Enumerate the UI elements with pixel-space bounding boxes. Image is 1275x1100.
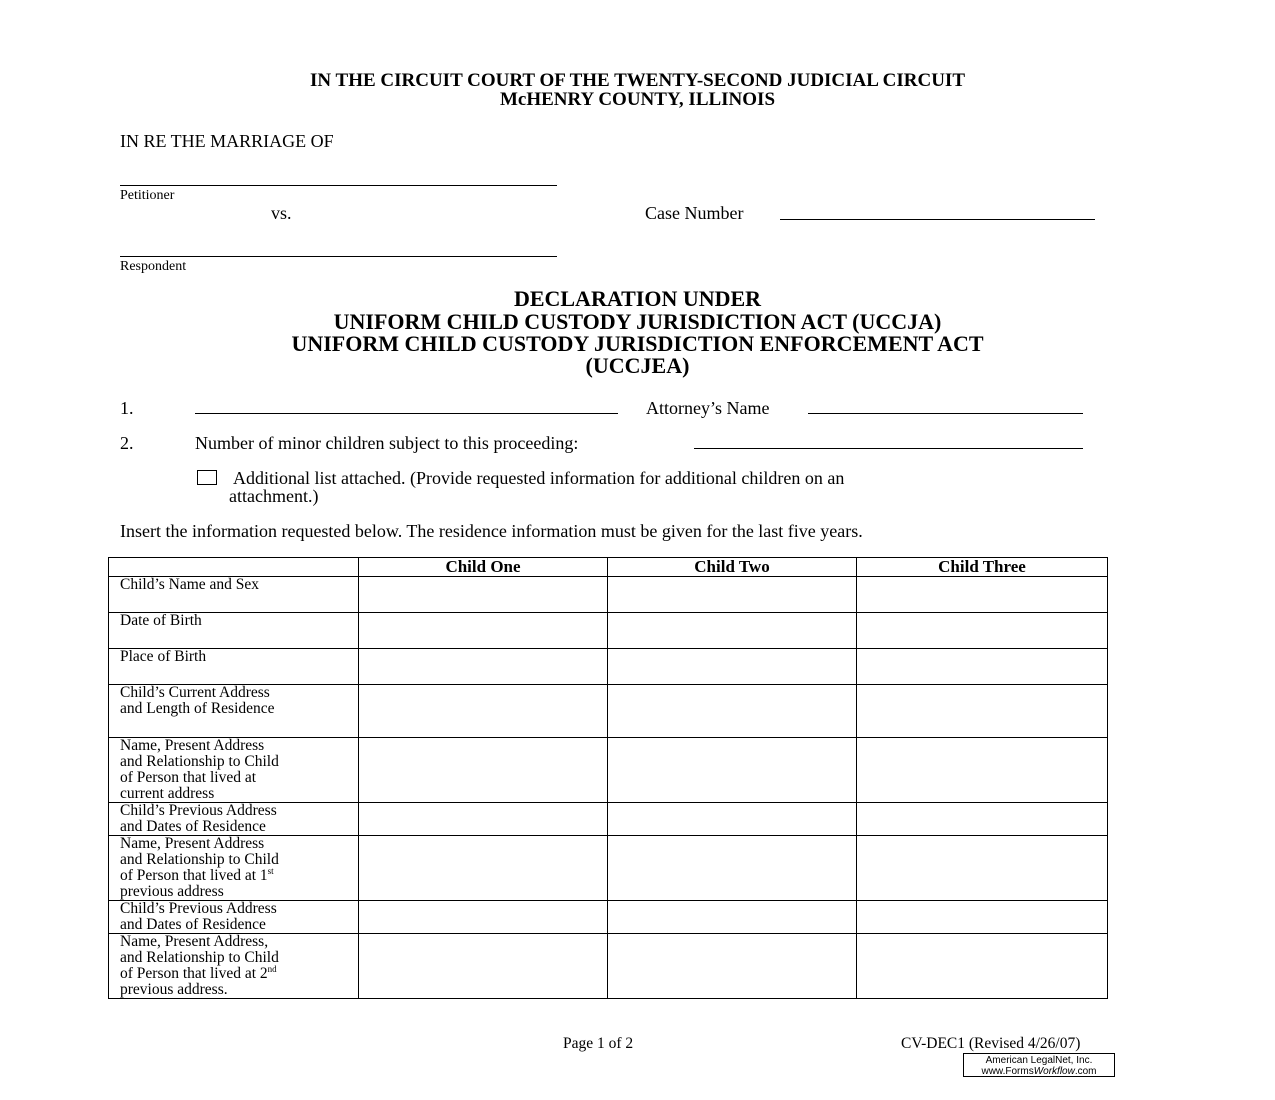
in-re-label: IN RE THE MARRIAGE OF bbox=[120, 131, 334, 151]
stamp-url-b: Workflow bbox=[1033, 1066, 1075, 1077]
child-three-cell[interactable] bbox=[857, 577, 1108, 613]
child-two-cell[interactable] bbox=[608, 836, 857, 901]
page-number: Page 1 of 2 bbox=[563, 1035, 634, 1052]
stamp-url-a: www.Forms bbox=[981, 1066, 1034, 1077]
table-header-row bbox=[109, 558, 1108, 577]
row-label-line: of Person that lived at bbox=[120, 769, 257, 786]
table-row bbox=[109, 685, 1108, 738]
respondent-line[interactable] bbox=[120, 256, 557, 257]
item-2-number: 2. bbox=[120, 433, 134, 453]
child-one-cell[interactable] bbox=[359, 934, 608, 999]
header-child-three: Child Three bbox=[857, 558, 1108, 577]
child-three-cell[interactable] bbox=[857, 803, 1108, 836]
item-1-line[interactable] bbox=[195, 413, 618, 414]
instructions: Insert the information requested below. The residence information must be given for the last five years. bbox=[120, 521, 863, 541]
stamp-url-c: .com bbox=[1074, 1066, 1097, 1077]
table-row bbox=[109, 934, 1108, 999]
children-count-line[interactable] bbox=[694, 448, 1083, 449]
children-info-table bbox=[108, 557, 1108, 999]
respondent-label: Respondent bbox=[120, 259, 187, 274]
table-row bbox=[109, 803, 1108, 836]
form-id: CV-DEC1 (Revised 4/26/07) bbox=[901, 1035, 1081, 1052]
header-child-two: Child Two bbox=[608, 558, 857, 577]
row-label-line: Child’s Name and Sex bbox=[120, 576, 260, 593]
row-label bbox=[109, 836, 359, 901]
row-label bbox=[109, 901, 359, 934]
row-label-line: Child’s Current Address bbox=[120, 684, 270, 701]
row-label bbox=[109, 738, 359, 803]
child-three-cell[interactable] bbox=[857, 649, 1108, 685]
ordinal-suffix: nd bbox=[267, 963, 277, 974]
child-three-cell[interactable] bbox=[857, 613, 1108, 649]
attorney-name-line[interactable] bbox=[808, 413, 1083, 414]
item-1-number: 1. bbox=[120, 398, 134, 418]
child-one-cell[interactable] bbox=[359, 577, 608, 613]
title-line-2: UNIFORM CHILD CUSTODY JURISDICTION ACT (UCCJA) bbox=[333, 309, 942, 334]
child-one-cell[interactable] bbox=[359, 649, 608, 685]
row-label-line: and Dates of Residence bbox=[120, 818, 266, 835]
child-three-cell[interactable] bbox=[857, 685, 1108, 738]
row-label-line: and Relationship to Child bbox=[120, 851, 279, 868]
table-row bbox=[109, 901, 1108, 934]
petitioner-line[interactable] bbox=[120, 185, 557, 186]
row-label bbox=[109, 613, 359, 649]
row-label-line: previous address bbox=[120, 883, 224, 900]
child-one-cell[interactable] bbox=[359, 901, 608, 934]
row-label-line: and Relationship to Child bbox=[120, 949, 279, 966]
row-label-line: Date of Birth bbox=[120, 612, 202, 629]
child-three-cell[interactable] bbox=[857, 934, 1108, 999]
attorney-name-label: Attorney’s Name bbox=[646, 398, 770, 418]
table-row bbox=[109, 649, 1108, 685]
child-one-cell[interactable] bbox=[359, 613, 608, 649]
header-child-one: Child One bbox=[359, 558, 608, 577]
child-three-cell[interactable] bbox=[857, 738, 1108, 803]
title-line-4: (UCCJEA) bbox=[585, 353, 690, 378]
row-label-line: of Person that lived at 1 bbox=[120, 867, 268, 884]
stamp-company: American LegalNet, Inc. bbox=[985, 1055, 1093, 1066]
additional-list-text: Additional list attached. (Provide requested information for additional children on an bbox=[233, 468, 845, 488]
child-two-cell[interactable] bbox=[608, 577, 857, 613]
ordinal-suffix: st bbox=[267, 865, 274, 876]
row-label-line: Name, Present Address bbox=[120, 737, 265, 754]
children-count-label: Number of minor children subject to this proceeding: bbox=[195, 433, 579, 453]
row-label bbox=[109, 577, 359, 613]
county-name: McHENRY COUNTY, ILLINOIS bbox=[499, 89, 776, 110]
child-three-cell[interactable] bbox=[857, 836, 1108, 901]
child-one-cell[interactable] bbox=[359, 803, 608, 836]
child-two-cell[interactable] bbox=[608, 738, 857, 803]
table-row bbox=[109, 836, 1108, 901]
table-row bbox=[109, 577, 1108, 613]
court-name: IN THE CIRCUIT COURT OF THE TWENTY-SECOND JUDICIAL CIRCUIT bbox=[310, 70, 965, 91]
row-label-line: and Relationship to Child bbox=[120, 753, 279, 770]
child-two-cell[interactable] bbox=[608, 685, 857, 738]
child-one-cell[interactable] bbox=[359, 685, 608, 738]
table-row bbox=[109, 738, 1108, 803]
row-label bbox=[109, 934, 359, 999]
child-two-cell[interactable] bbox=[608, 803, 857, 836]
title-line-1: DECLARATION UNDER bbox=[513, 286, 762, 311]
row-label bbox=[109, 649, 359, 685]
legalnet-stamp bbox=[963, 1053, 1115, 1077]
child-two-cell[interactable] bbox=[608, 613, 857, 649]
row-label bbox=[109, 803, 359, 836]
additional-list-checkbox[interactable] bbox=[197, 470, 217, 485]
case-number-label: Case Number bbox=[645, 203, 744, 223]
child-two-cell[interactable] bbox=[608, 901, 857, 934]
stamp-url bbox=[964, 1066, 1114, 1077]
table-row bbox=[109, 613, 1108, 649]
row-label-line: and Dates of Residence bbox=[120, 916, 266, 933]
row-label-line: of Person that lived at 2 bbox=[120, 965, 268, 982]
row-label-line: Name, Present Address bbox=[120, 835, 265, 852]
title-line-3: UNIFORM CHILD CUSTODY JURISDICTION ENFORCEMENT ACT bbox=[291, 331, 984, 356]
child-one-cell[interactable] bbox=[359, 836, 608, 901]
additional-list-text-cont: attachment.) bbox=[229, 486, 319, 506]
row-label-line: current address bbox=[120, 785, 215, 802]
child-one-cell[interactable] bbox=[359, 738, 608, 803]
child-two-cell[interactable] bbox=[608, 649, 857, 685]
row-label-line: Child’s Previous Address bbox=[120, 802, 277, 819]
vs-label: vs. bbox=[271, 203, 292, 223]
petitioner-label: Petitioner bbox=[120, 188, 175, 203]
row-label-line: and Length of Residence bbox=[120, 700, 275, 717]
row-label-line: Name, Present Address, bbox=[120, 933, 269, 950]
row-label-line: Child’s Previous Address bbox=[120, 900, 277, 917]
child-two-cell[interactable] bbox=[608, 934, 857, 999]
row-label-line: Place of Birth bbox=[120, 648, 207, 665]
header-blank bbox=[109, 558, 359, 577]
row-label bbox=[109, 685, 359, 738]
row-label-line: previous address. bbox=[120, 981, 228, 998]
child-three-cell[interactable] bbox=[857, 901, 1108, 934]
case-number-line[interactable] bbox=[780, 219, 1095, 220]
